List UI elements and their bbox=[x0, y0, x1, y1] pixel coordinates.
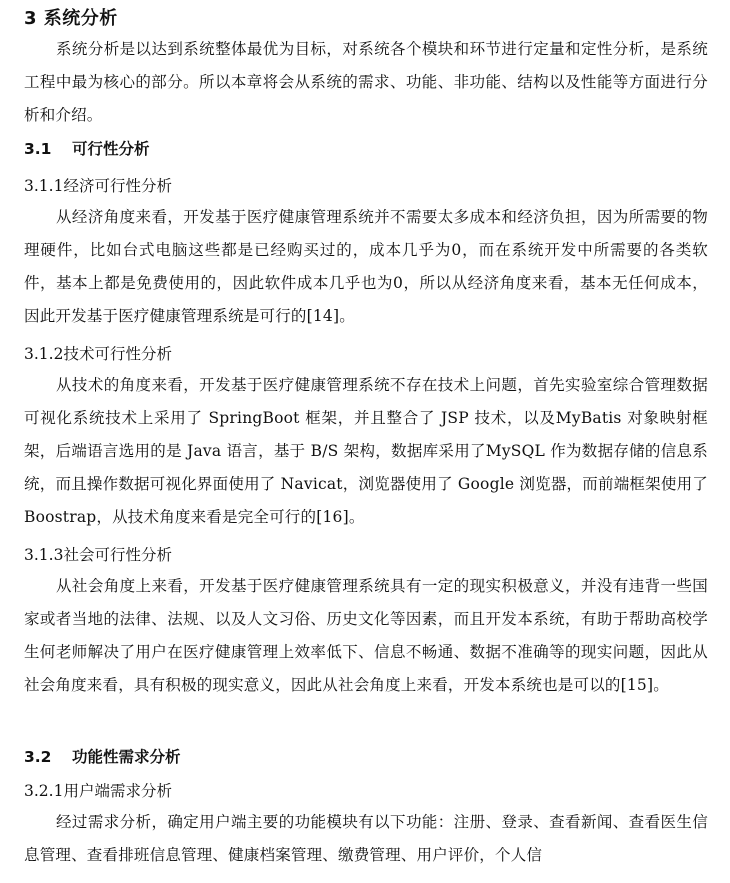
subsection-3-1-2-body: 从技术的角度来看，开发基于医疗健康管理系统不存在技术上问题，首先实验室综合管理数据可视化系统技术上采用了 SpringBoot 框架，并且整合了 JSP 技术，以及MyBatis 对象映射框架，后端语言选用的是 Java 语言，基于 B/S 架构，数据库采用了MySQL 作为数据存储的信息系统，而且操作数据可视化界面使用了 Navicat，浏览器使用了 Google 浏览器，而前端框架使用了 Boostrap，从技术角度来看是完全可行的[16]。 bbox=[24, 376, 708, 526]
section-3-2-heading bbox=[24, 745, 181, 767]
section-3-1-heading bbox=[24, 137, 150, 159]
section-title: 功能性需求分析 bbox=[72, 748, 181, 766]
section-number: 3.2 bbox=[24, 748, 52, 766]
intro-paragraph: 系统分析是以达到系统整体最优为目标，对系统各个模块和环节进行定量和定性分析，是系统工程中最为核心的部分。所以本章将会从系统的需求、功能、非功能、结构以及性能等方面进行分析和介绍。 bbox=[24, 40, 708, 124]
subsection-3-2-1-body: 经过需求分析，确定用户端主要的功能模块有以下功能：注册、登录、查看新闻、查看医生信息管理、查看排班信息管理、健康档案管理、缴费管理、用户评价，个人信 bbox=[24, 813, 708, 864]
subsection-3-1-1-body: 从经济角度来看，开发基于医疗健康管理系统并不需要太多成本和经济负担，因为所需要的物理硬件，比如台式电脑这些都是已经购买过的，成本几乎为0，而在系统开发中所需要的各类软件，基本上都是免费使用的，因此软件成本几乎也为0，所以从经济角度来看，基本无任何成本，因此开发基于医疗健康管理系统是可行的[14]。 bbox=[24, 208, 708, 325]
subsection-3-1-2-heading: 3.1.2技术可行性分析 bbox=[24, 345, 172, 363]
subsection-3-1-3-body: 从社会角度上来看，开发基于医疗健康管理系统具有一定的现实积极意义，并没有违背一些国家或者当地的法律、法规、以及人文习俗、历史文化等因素，而且开发本系统，有助于帮助高校学生何老师解决了用户在医疗健康管理上效率低下、信息不畅通、数据不准确等的现实问题，因此从社会角度来看，具有积极的现实意义，因此从社会角度上来看，开发本系统也是可以的[15]。 bbox=[24, 577, 708, 694]
subsection-3-2-1-heading: 3.2.1用户端需求分析 bbox=[24, 782, 172, 800]
section-number: 3.1 bbox=[24, 140, 52, 158]
subsection-3-1-1-heading: 3.1.1经济可行性分析 bbox=[24, 177, 172, 195]
section-title: 可行性分析 bbox=[72, 140, 150, 158]
chapter-title: 3 系统分析 bbox=[24, 8, 118, 29]
subsection-3-1-3-heading: 3.1.3社会可行性分析 bbox=[24, 546, 172, 564]
